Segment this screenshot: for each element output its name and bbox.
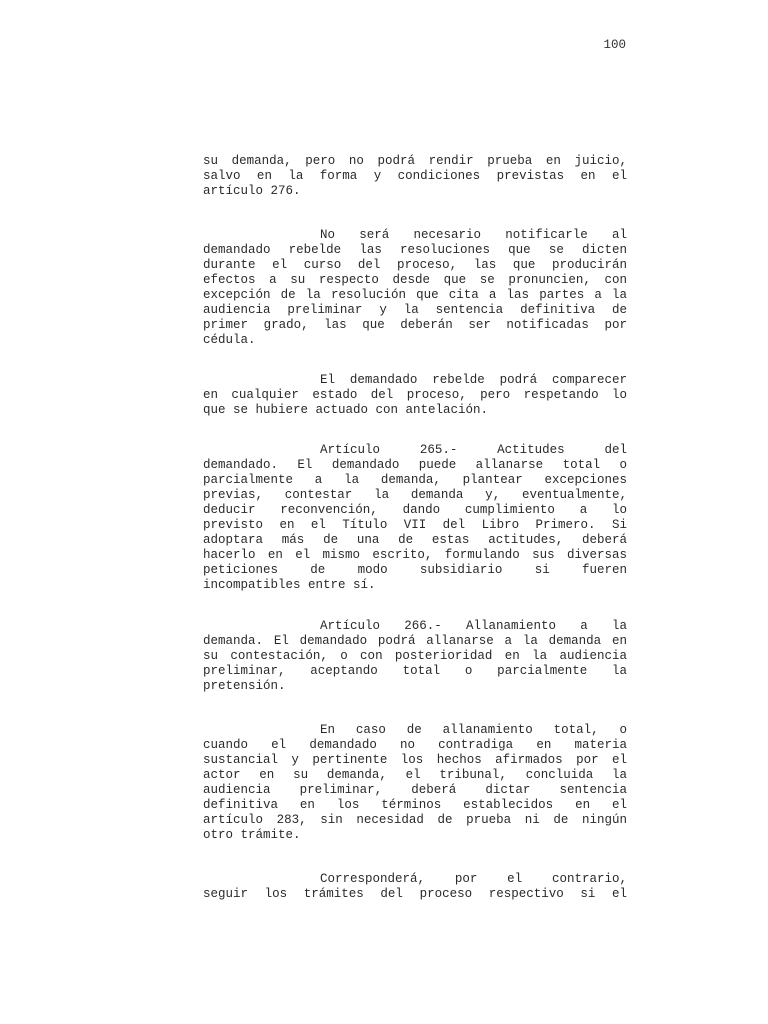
text-line: preliminar, aceptando total o parcialmente la (203, 664, 627, 678)
text-line: artículo 276. (203, 184, 301, 198)
text-line: su demanda, pero no podrá rendir prueba en juicio, (203, 154, 627, 168)
text-line: audiencia preliminar y la sentencia definitiva de (203, 303, 627, 317)
text-line: peticiones de modo subsidiario si fueren (203, 563, 627, 577)
text-line: su contestación, o con posterioridad en la audiencia (203, 649, 627, 663)
text-line: cuando el demandado no contradiga en materia (203, 738, 627, 752)
paragraph (203, 228, 627, 348)
text-line: parcialmente a la demanda, plantear excepciones (203, 473, 627, 487)
text-line: audiencia preliminar, deberá dictar sentencia (203, 783, 627, 797)
text-line: definitiva en los términos establecidos en el (203, 798, 627, 812)
text-line: demanda. El demandado podrá allanarse a la demanda en (203, 634, 627, 648)
text-line: pretensión. (203, 679, 286, 693)
text-line: otro trámite. (203, 828, 301, 842)
text-line: durante el curso del proceso, las que producirán (203, 258, 627, 272)
text-line: seguir los trámites del proceso respectivo si el (203, 887, 627, 901)
text-line: previas, contestar la demanda y, eventualmente, (203, 488, 627, 502)
text-line: que se hubiere actuado con antelación. (203, 403, 489, 417)
text-line: previsto en el Título VII del Libro Primero. Si (203, 518, 627, 532)
paragraph (203, 872, 627, 902)
text-line: en cualquier estado del proceso, pero respetando lo (203, 388, 627, 402)
text-line: excepción de la resolución que cita a las partes a la (203, 288, 627, 302)
paragraph (203, 154, 627, 199)
text-line: En caso de allanamiento total, o (320, 723, 627, 737)
paragraph (203, 373, 627, 418)
text-line: demandado rebelde las resoluciones que se dicten (203, 243, 627, 257)
text-line: No será necesario notificarle al (320, 228, 627, 242)
paragraph (203, 723, 627, 843)
text-line: actor en su demanda, el tribunal, concluida la (203, 768, 627, 782)
text-line: artículo 283, sin necesidad de prueba ni de ningún (203, 813, 627, 827)
text-line: Artículo 266.- Allanamiento a la (320, 619, 627, 633)
text-line: Artículo 265.- Actitudes del (320, 443, 627, 457)
text-line: cédula. (203, 333, 256, 347)
text-line: Corresponderá, por el contrario, (320, 872, 627, 886)
text-line: efectos a su respecto desde que se pronuncien, con (203, 273, 627, 287)
text-line: hacerlo en el mismo escrito, formulando sus diversas (203, 548, 627, 562)
text-line: primer grado, las que deberán ser notificadas por (203, 318, 627, 332)
paragraph (203, 619, 627, 694)
text-line: El demandado rebelde podrá comparecer (320, 373, 627, 387)
text-line: adoptara más de una de estas actitudes, deberá (203, 533, 627, 547)
text-line: incompatibles entre sí. (203, 578, 376, 592)
page-number: 100 (603, 38, 626, 52)
text-line: demandado. El demandado puede allanarse total o (203, 458, 627, 472)
text-line: sustancial y pertinente los hechos afirmados por el (203, 753, 627, 767)
text-line: deducir reconvención, dando cumplimiento a lo (203, 503, 627, 517)
text-line: salvo en la forma y condiciones previstas en el (203, 169, 627, 183)
paragraph (203, 443, 627, 593)
